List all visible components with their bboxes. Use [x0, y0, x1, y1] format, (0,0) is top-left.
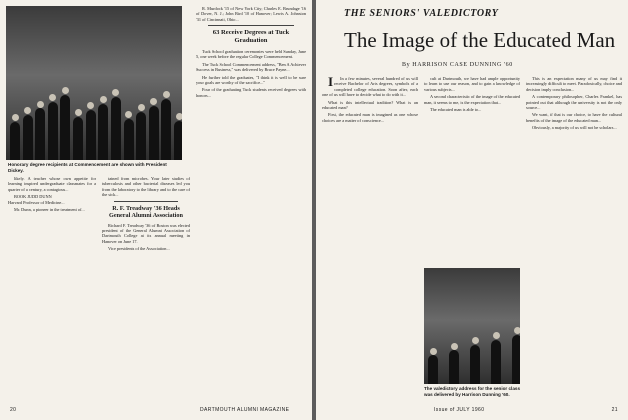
right-col2-para-2: A second characteristic of the image of the educated man, it seems to me, is the expectation that...	[424, 94, 520, 105]
figure-head	[49, 94, 56, 101]
figure-silhouette	[449, 350, 459, 384]
section-divider	[114, 201, 178, 202]
figure-head	[451, 343, 458, 350]
figure-head	[75, 109, 82, 116]
figure-silhouette	[428, 355, 438, 384]
page-number-left: 20	[10, 407, 17, 413]
figure-silhouette	[98, 104, 108, 160]
figure-silhouette	[136, 112, 146, 160]
page-number-right: 21	[611, 407, 618, 413]
figure-head	[472, 337, 479, 344]
left-col-3	[196, 6, 306, 402]
figure-head	[24, 107, 31, 114]
figure-head	[12, 114, 19, 121]
figure-silhouette	[491, 340, 501, 384]
figure-head	[514, 327, 521, 334]
left-col-2	[102, 176, 190, 402]
figure-silhouette	[161, 99, 171, 160]
treadway-para-2: Vice presidents of the Association...	[108, 246, 170, 252]
left-page	[0, 0, 312, 420]
right-page	[316, 0, 628, 420]
section-divider-2	[208, 25, 294, 26]
figure-head	[62, 87, 69, 94]
figure-head	[150, 98, 157, 105]
figure-silhouette	[470, 345, 480, 384]
tuck-para-1: Tuck School graduation ceremonies were held Sunday, June 5, one week before the regular College Commencement.	[196, 49, 306, 60]
figure-silhouette	[23, 115, 33, 160]
left-col1-para-1: likely. A teacher whose own appetite for learning inspired undergraduate classmates for a quarter of a century, a contagious...	[8, 176, 96, 192]
left-col2-para-1: tained from microbes. Your later studies of tuberculosis and other bacterial diseases led you from the laboratory to the library and to the care of the sick...	[102, 176, 190, 198]
figure-silhouette	[35, 108, 45, 160]
figure-head	[100, 96, 107, 103]
figure-silhouette	[124, 119, 134, 160]
right-col-1	[322, 76, 418, 402]
right-col-2	[424, 76, 520, 264]
article-byline: By HARRISON CASE DUNNING '60	[402, 62, 513, 68]
figure-silhouette	[174, 121, 182, 160]
figure-silhouette	[10, 122, 20, 160]
tuck-para-4: Four of the graduating Tuck students received degrees with honors...	[196, 87, 306, 98]
commencement-photo	[6, 6, 182, 160]
figure-head	[176, 113, 183, 120]
figure-head	[125, 111, 132, 118]
drop-cap: I	[328, 76, 334, 89]
right-col3-para-4: Obviously, a majority of us will not be scholars...	[532, 125, 617, 131]
right-col3-para-1: This is an expectation many of us may find it increasingly difficult to meet. Paradoxically, choice and decision imply conclusion...	[526, 76, 622, 92]
figure-silhouette	[73, 117, 83, 160]
figure-head	[163, 91, 170, 98]
treadway-heading: R. F. Treadway '36 Heads General Alumni Association	[109, 204, 183, 219]
left-col1-para-2: BOOK JUDD DUNN Harvard Professor of Medicine...	[8, 194, 65, 205]
figure-silhouette	[512, 335, 520, 384]
figure-silhouette	[86, 110, 96, 160]
figure-head	[493, 332, 500, 339]
right-col1-para-3: First, the educated man is imagined as one whose choices are a matter of conscience...	[322, 112, 418, 123]
figure-silhouette	[48, 102, 58, 160]
figure-silhouette	[111, 97, 121, 160]
issue-date: Issue of JULY 1960	[434, 407, 485, 413]
tuck-para-2: The Tuck School Commencement address, "Ben A Achiever Success in Business," was delivered by Bruce Payne...	[196, 61, 306, 73]
right-col3-para-3: We want, if that is our choice, to have the cultural benefits of the image of the educated man...	[526, 112, 622, 123]
right-col2-para-3: The educated man is able to...	[430, 107, 482, 113]
article-title: The Image of the Educated Man	[344, 28, 616, 52]
right-col3-para-2: A contemporary philosopher, Charles Frankel, has pointed out that although the university is not the only source...	[526, 94, 622, 111]
section-kicker: THE SENIORS' VALEDICTORY	[344, 8, 499, 19]
tuck-heading: 63 Receive Degrees at Tuck Graduation	[212, 29, 290, 44]
tuck-para-3: He further told the graduates, "I think it is well to be sure your goals are worthy of the sacrifice..."	[196, 74, 306, 86]
photo-caption-right: The valedictory address for the senior class was delivered by Harrison Dunning '60.	[424, 386, 520, 397]
photo-caption-left: Honorary degree recipients at Commencement are shown with President Dickey.	[8, 162, 167, 173]
left-col3-para-1: R. Murdock '15 of New York City; Charles E. Brundage '16 of Dover, N. J.; John Bird '10 of Hanover; Lewis A. Johnston '31 of Cincinnati, Ohio...	[196, 6, 306, 22]
right-col1-para-2: What is this intellectual tradition? What is an educated man?	[322, 99, 418, 111]
figure-head	[37, 101, 44, 108]
magazine-name: DARTMOUTH ALUMNI MAGAZINE	[200, 407, 290, 413]
figure-silhouette	[149, 106, 159, 160]
figure-silhouette	[60, 95, 70, 160]
right-col-3	[526, 76, 622, 402]
figure-head	[430, 348, 437, 355]
valedictorian-photo	[424, 268, 520, 384]
treadway-para-1: Richard F. Treadway '36 of Boston was elected president of the General Alumni Association of Dartmouth College at its annual meeting in Hanover on June 17.	[102, 222, 190, 244]
right-col1-para-1: I In a few minutes, several hundred of us will receive Bachelor of Arts degrees, symbols of a completed college education. Soon after, each one of us will have to decide what to do with it...	[322, 76, 418, 98]
right-col2-para-1: cult at Dartmouth, we have had ample opportunity to learn to use our reason, and to gain a knowledge of various subjects...	[424, 76, 520, 92]
figure-head	[138, 104, 145, 111]
left-col-1	[8, 176, 96, 402]
figure-head	[87, 102, 94, 109]
left-col1-para-3: Mr. Dunn, a pioneer in the treatment of...	[14, 207, 85, 213]
figure-head	[112, 89, 119, 96]
